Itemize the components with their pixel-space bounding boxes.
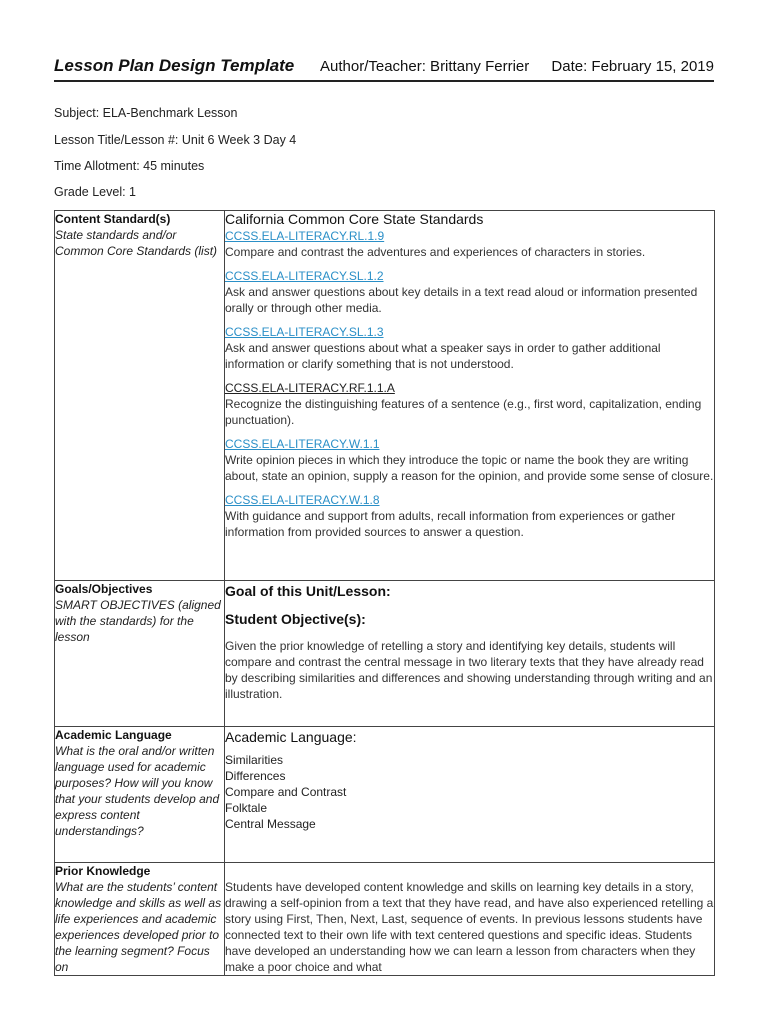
standard-item [225, 324, 714, 372]
prior-knowledge-row [55, 863, 715, 976]
row-label-cell [55, 581, 225, 727]
academic-language-label: Academic Language [55, 728, 172, 742]
prior-knowledge-desc: What are the students’ content knowledge and skills as well as life experiences and academic experiences developed prior to the learning segment? Focus on [55, 880, 222, 974]
vocabulary-item: Differences [225, 769, 286, 783]
standard-item [225, 228, 714, 260]
subject-line: Subject: ELA-Benchmark Lesson [54, 106, 238, 120]
vocabulary-item: Central Message [225, 817, 316, 831]
standard-link[interactable]: CCSS.ELA-LITERACY.SL.1.2 [225, 269, 384, 283]
goals-desc: SMART OBJECTIVES (aligned with the standards) for the lesson [55, 598, 221, 644]
standard-item [225, 436, 714, 484]
standard-description: With guidance and support from adults, recall information from experiences or gather information from provided sources to answer a question. [225, 509, 676, 539]
standard-item [225, 380, 714, 428]
standard-description: Ask and answer questions about what a speaker says in order to gather additional information or clarify something that is not understood. [225, 341, 661, 371]
standard-code: CCSS.ELA-LITERACY.RF.1.1.A [225, 381, 395, 395]
goals-cell [225, 581, 715, 727]
prior-knowledge-cell [225, 863, 715, 976]
vocabulary-item: Similarities [225, 753, 284, 767]
lesson-title-line: Lesson Title/Lesson #: Unit 6 Week 3 Day 4 [54, 133, 297, 147]
standard-link[interactable]: CCSS.ELA-LITERACY.W.1.8 [225, 493, 380, 507]
vocabulary-item: Compare and Contrast [225, 785, 347, 799]
standard-description: Compare and contrast the adventures and experiences of characters in stories. [225, 245, 646, 259]
content-standards-desc: State standards and/or Common Core Standards (list) [55, 228, 218, 258]
date-field: Date: February 15, 2019 [551, 58, 714, 75]
row-label-cell [55, 863, 225, 976]
standard-description: Write opinion pieces in which they introduce the topic or name the book they are writing about, state an opinion, supply a reason for the opinion, and provide some sense of closure. [225, 453, 714, 483]
objective-heading: Student Objective(s): [225, 611, 366, 627]
row-label-cell [55, 211, 225, 581]
standards-heading: California Common Core State Standards [225, 211, 484, 227]
vocabulary-item: Folktale [225, 801, 268, 815]
objective-text: Given the prior knowledge of retelling a story and identifying key details, students will compare and contrast the central message in two literary texts that they have already read by describing similarities and differences and showing understanding through writing and an illustration. [225, 639, 713, 701]
standard-item [225, 492, 714, 540]
goals-label: Goals/Objectives [55, 582, 153, 596]
standard-link[interactable]: CCSS.ELA-LITERACY.W.1.1 [225, 437, 380, 451]
prior-knowledge-label: Prior Knowledge [55, 864, 151, 878]
standard-link[interactable]: CCSS.ELA-LITERACY.SL.1.3 [225, 325, 384, 339]
time-allotment-line: Time Allotment: 45 minutes [54, 159, 205, 173]
academic-language-row [55, 727, 715, 863]
goal-heading: Goal of this Unit/Lesson: [225, 583, 391, 599]
grade-level-line: Grade Level: 1 [54, 185, 136, 199]
content-standards-row [55, 211, 715, 581]
vocabulary-list [225, 752, 714, 832]
lesson-plan-table [54, 210, 715, 976]
academic-language-desc: What is the oral and/or written language used for academic purposes? How will you know that your students develop and express content understandings? [55, 744, 220, 838]
author-field: Author/Teacher: Brittany Ferrier [320, 58, 530, 75]
goals-objectives-row [55, 581, 715, 727]
academic-language-cell [225, 727, 715, 863]
document-title: Lesson Plan Design Template [54, 56, 295, 75]
standard-description: Ask and answer questions about key details in a text read aloud or information presented orally or through other media. [225, 285, 698, 315]
content-standards-label: Content Standard(s) [55, 212, 171, 226]
row-label-cell [55, 727, 225, 863]
standard-link[interactable]: CCSS.ELA-LITERACY.RL.1.9 [225, 229, 385, 243]
prior-knowledge-text: Students have developed content knowledge and skills on learning key details in a story, drawing a self-opinion from a text that they have read, and have also experienced retelling a story using First, Then, Next, Last, sequence of events. In previous lessons students have connected text to their own life with text centered questions and specific ideas. Students have developed an understanding how we can learn a lesson from characters when they make a poor choice and what [225, 880, 714, 974]
standard-description: Recognize the distinguishing features of a sentence (e.g., first word, capitalization, ending punctuation). [225, 397, 702, 427]
academic-language-heading: Academic Language: [225, 729, 357, 745]
standard-item [225, 268, 714, 316]
content-standards-cell [225, 211, 715, 581]
document-header [54, 54, 714, 82]
